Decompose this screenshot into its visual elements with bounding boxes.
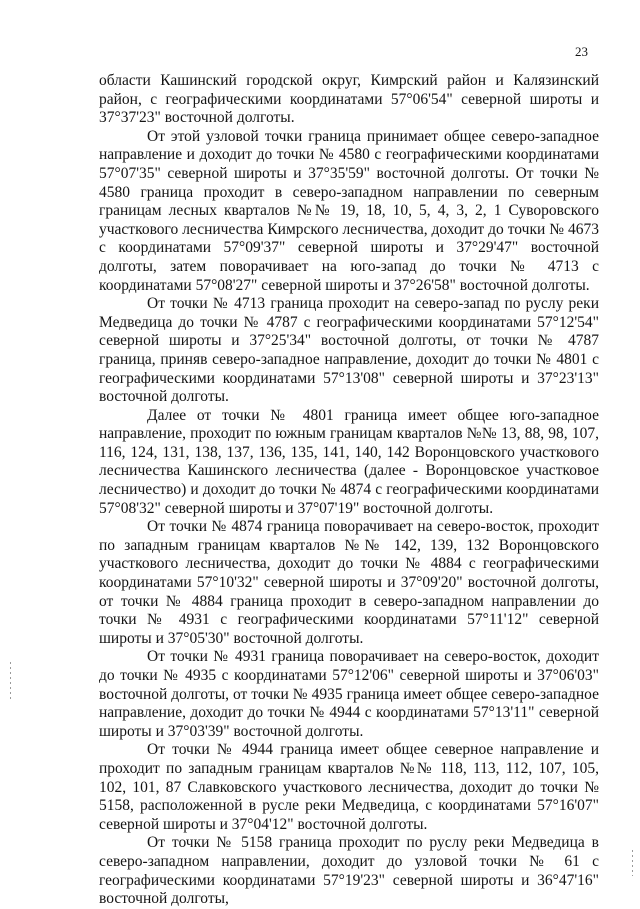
paragraph-6: От точки № 4931 граница поворачивает на северо-восток, доходит до точки № 4935 с координатами 57°12'06" северной широты и 37°06'03" восточной долготы, от точки № 4935 граница имеет общее северо-западное направление, доходит до точки № 4944 с координатами 57°13'11" северной широты и 37°03'39" восточной долготы. [99, 648, 599, 740]
paragraph-2: От этой узловой точки граница принимает общее северо-западное направление и доходит до точки № 4580 с географическими координатами 57°07'35" северной широты и 37°35'59" восточной долготы. От точки № 4580 граница проходит в северо-западном направлении по северным границам лесных кварталов №№ 19, 18, 10, 5, 4, 3, 2, 1 Суворовского участкового лесничества Кимрского лесничества, доходит до точки № 4673 с координатами 57°09'37" северной широты и 37°29'47" восточной долготы, затем поворачивает на юго-запад до точки № 4713 с координатами 57°08'27" северной широты и 37°26'58" восточной долготы. [99, 127, 599, 294]
paragraph-8: От точки № 5158 граница проходит по руслу реки Медведица в северо-западном направлении, доходит до узловой точки № 61 с географическими координатами 57°19'23" северной широты и 36°47'16" восточной долготы, [99, 834, 599, 908]
document-body [99, 72, 599, 909]
scan-artifact-right [632, 850, 633, 876]
page-number: 23 [575, 44, 588, 59]
paragraph-4: Далее от точки № 4801 граница имеет общее юго-западное направление, проходит по южным границам кварталов №№ 13, 88, 98, 107, 116, 124, 131, 138, 137, 136, 135, 141, 140, 142 Воронцовского участкового лесничества Кашинского лесничества (далее - Воронцовское участковое лесничество) и доходит до точки № 4874 с географическими координатами 57°08'32" северной широты и 37°07'19" восточной долготы. [99, 406, 599, 517]
paragraph-7: От точки № 4944 граница имеет общее северное направление и проходит по западным границам кварталов №№ 118, 113, 112, 107, 105, 102, 101, 87 Славковского участкового лесничества, доходит до точки № 5158, расположенной в русле реки Медведица, с координатами 57°16'07" северной широты и 37°04'12" восточной долготы. [99, 741, 599, 833]
scan-artifact-left [10, 662, 11, 702]
paragraph-5: От точки № 4874 граница поворачивает на северо-восток, проходит по западным границам кварталов №№ 142, 139, 132 Воронцовского участкового лесничества, доходит до точки № 4884 с географическими координатами 57°10'32" северной широты и 37°09'20" восточной долготы, от точки № 4884 граница проходит в северо-западном направлении до точки № 4931 с географическими координатами 57°11'12" северной широты и 37°05'30" восточной долготы. [99, 518, 599, 647]
paragraph-3: От точки № 4713 граница проходит на северо-запад по руслу реки Медведица до точки № 4787 с географическими координатами 57°12'54" северной широты и 37°25'34" восточной долготы, от точки № 4787 граница, приняв северо-западное направление, доходит до точки № 4801 с географическими координатами 57°13'08" северной широты и 37°23'13" восточной долготы. [99, 295, 599, 406]
paragraph-1: области Кашинский городской округ, Кимрский район и Калязинский район, с географическими координатами 57°06'54" северной широты и 37°37'23" восточной долготы. [99, 72, 599, 127]
